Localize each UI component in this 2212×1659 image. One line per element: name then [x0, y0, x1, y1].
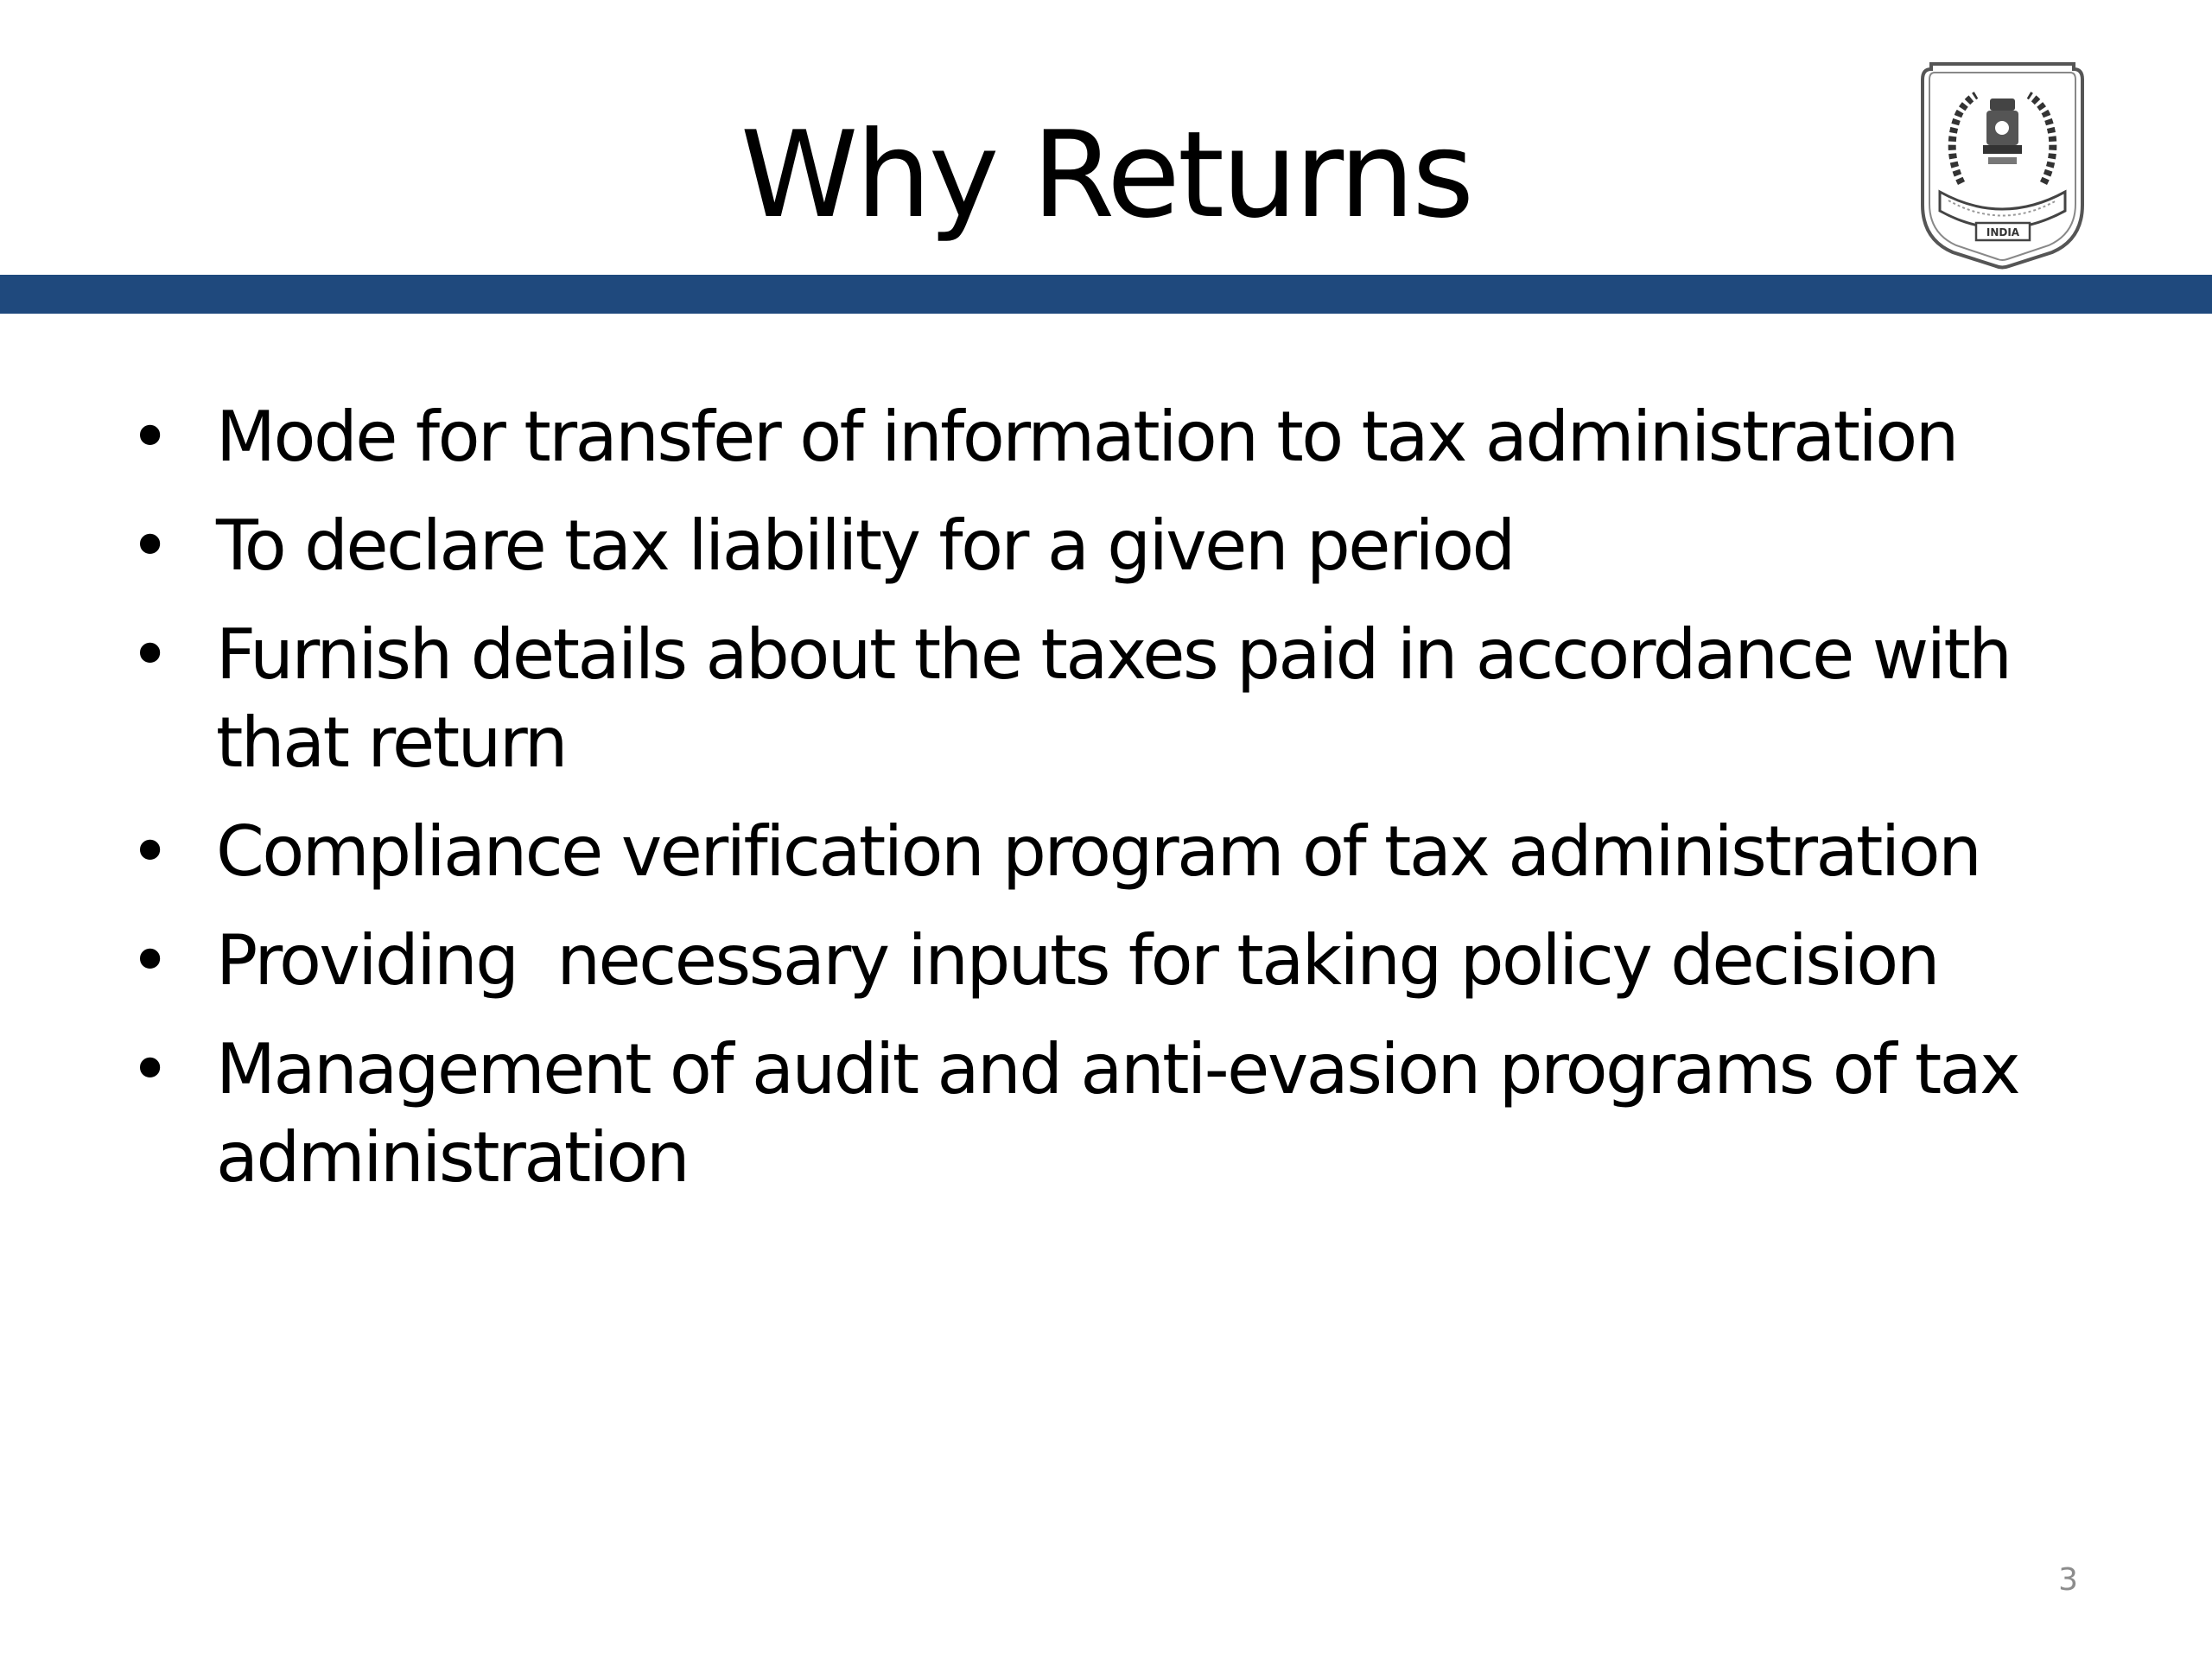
slide-title: Why Returns	[740, 105, 1472, 245]
government-emblem-icon	[1914, 54, 2091, 270]
bullet-text: Furnish details about the taxes paid in accordance with that return	[216, 614, 2011, 783]
title-divider-bar	[0, 275, 2212, 314]
bullet-text: Management of audit and anti-evasion programs of tax administration	[216, 1029, 2019, 1198]
bullet-dot-icon: •	[130, 614, 168, 695]
logo-label: INDIA	[1986, 226, 2020, 238]
bullet-item	[130, 502, 2117, 590]
bullet-dot-icon: •	[130, 505, 168, 586]
bullet-item	[130, 808, 2117, 896]
bullet-text: Providing necessary inputs for taking policy decision	[216, 920, 1938, 1001]
page-number: 3	[2058, 1562, 2078, 1598]
bullet-list	[130, 393, 2117, 1223]
bullet-text: Mode for transfer of information to tax administration	[216, 397, 1957, 477]
bullet-dot-icon: •	[130, 1029, 168, 1109]
bullet-item	[130, 917, 2117, 1005]
bullet-dot-icon: •	[130, 811, 168, 892]
bullet-dot-icon: •	[130, 920, 168, 1001]
bullet-text: Compliance verification program of tax administration	[216, 811, 1980, 892]
bullet-item	[130, 393, 2117, 481]
bullet-dot-icon: •	[130, 397, 168, 477]
bullet-item	[130, 1026, 2117, 1202]
bullet-text: To declare tax liability for a given period	[216, 505, 1514, 586]
bullet-item	[130, 611, 2117, 787]
